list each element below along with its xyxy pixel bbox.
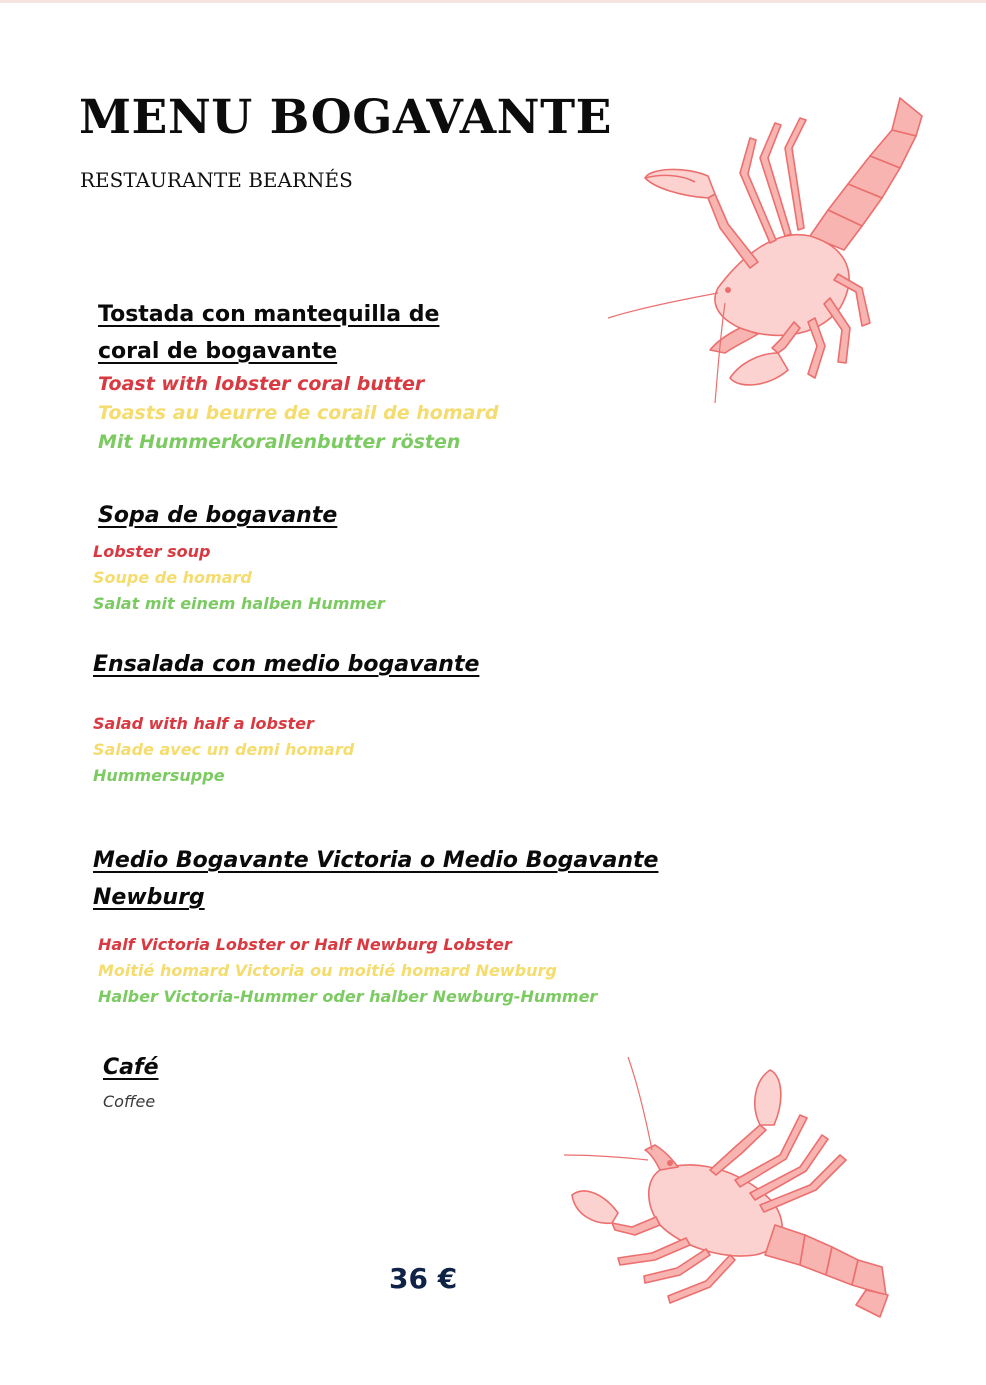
menu-title: MENU BOGAVANTE xyxy=(79,90,612,145)
dish-ensalada-translations xyxy=(93,711,354,789)
translation-english: Toast with lobster coral butter xyxy=(98,373,425,395)
translation-french: Soupe de homard xyxy=(93,568,252,587)
translation-french: Toasts au beurre de corail de homard xyxy=(98,402,499,424)
translation-french: Moitié homard Victoria ou moitié homard Newburg xyxy=(98,961,557,980)
translation-german: Halber Victoria-Hummer oder halber Newburg-Hummer xyxy=(98,987,598,1006)
restaurant-name: RESTAURANTE BEARNÉS xyxy=(80,168,353,192)
dish-tostada xyxy=(98,296,498,457)
menu-price: 36 € xyxy=(389,1262,458,1295)
dish-sopa-translations xyxy=(93,539,385,617)
translation-english: Coffee xyxy=(103,1092,156,1111)
dish-medio-bogavante-label xyxy=(93,842,658,916)
translation-english: Lobster soup xyxy=(93,542,211,561)
dish-ensalada-label xyxy=(93,646,479,683)
translation-german: Hummersuppe xyxy=(93,766,225,785)
translation-english: Salad with half a lobster xyxy=(93,714,314,733)
translation-german: Salat mit einem halben Hummer xyxy=(93,594,385,613)
dish-name: coral de bogavante xyxy=(98,339,338,364)
dish-medio-bogavante-translations xyxy=(98,932,597,1010)
translation-french: Salade avec un demi homard xyxy=(93,740,355,759)
dish-name: Newburg xyxy=(93,885,205,910)
dish-name: Tostada con mantequilla de xyxy=(98,302,440,327)
dish-name: Medio Bogavante Victoria o Medio Bogavante xyxy=(93,848,659,873)
top-border xyxy=(0,0,986,3)
dish-name: Ensalada con medio bogavante xyxy=(93,652,480,677)
translation-english: Half Victoria Lobster or Half Newburg Lobster xyxy=(98,935,512,954)
lobster-illustration-top xyxy=(600,78,930,408)
translation-german: Mit Hummerkorallenbutter rösten xyxy=(98,431,461,453)
dish-sopa-label xyxy=(98,497,337,534)
dish-name: Café xyxy=(103,1055,159,1080)
dish-cafe xyxy=(103,1049,158,1131)
dish-name: Sopa de bogavante xyxy=(98,503,338,528)
lobster-illustration-bottom xyxy=(560,1055,900,1325)
